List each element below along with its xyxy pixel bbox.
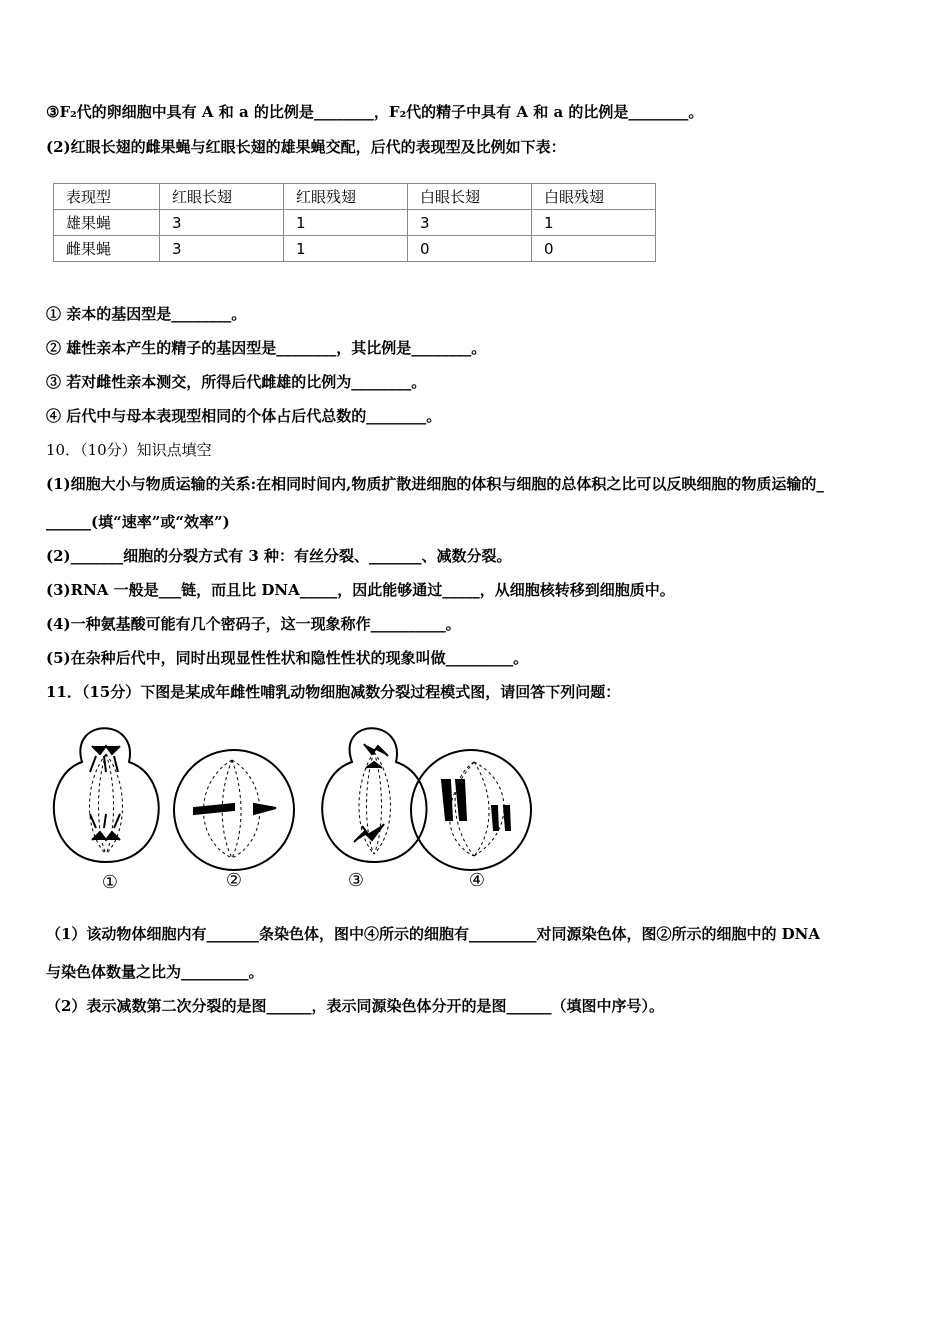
q10-item3: (3)RNA 一般是___链，而且比 DNA_____，因此能够通过_____，从细胞核转移到细胞质中。: [46, 581, 675, 599]
table-cell: 1: [284, 210, 408, 236]
table-row: [54, 210, 656, 236]
table-header-cell: 白眼残翅: [532, 184, 656, 210]
table-cell: 1: [532, 210, 656, 236]
q10-item1-line1: (1)细胞大小与物质运输的关系:在相同时间内,物质扩散进细胞的体积与细胞的总体积之比可以反映细胞的物质运输的_: [46, 475, 824, 493]
q10-item2: (2)_______细胞的分裂方式有 3 种：有丝分裂、_______、减数分裂。: [46, 547, 512, 565]
chromosome: [90, 814, 120, 840]
figure-label-4: ④: [468, 870, 486, 891]
chromosome: [492, 806, 510, 830]
table-cell: 3: [408, 210, 532, 236]
table-header-row: [54, 184, 656, 210]
table-row: [54, 236, 656, 262]
q10-header: 10．（10分）知识点填空: [46, 441, 212, 459]
q9-part2-item2: ② 雄性亲本产生的精子的基因型是________，其比例是________。: [46, 339, 487, 357]
phenotype-table: [53, 183, 656, 262]
q10-item4: (4)一种氨基酸可能有几个密码子，这一现象称作__________。: [46, 615, 461, 633]
chromosome: [442, 780, 466, 820]
chromosome: [354, 824, 384, 842]
q9-part2-item4: ④ 后代中与母本表现型相同的个体占后代总数的________。: [46, 407, 442, 425]
figure-label-1: ①: [101, 872, 119, 893]
q9-part1-item3: ③F₂代的卵细胞中具有 A 和 a 的比例是________，F₂代的精子中具有 A 和 a 的比例是________。: [46, 103, 704, 121]
q9-part2-item3: ③ 若对雌性亲本测交，所得后代雌雄的比例为________。: [46, 373, 427, 391]
table-cell: 雄果蝇: [54, 210, 160, 236]
q11-header: 11．（15分）下图是某成年雌性哺乳动物细胞减数分裂过程模式图，请回答下列问题：: [46, 683, 621, 701]
table-cell: 3: [160, 236, 284, 262]
q11-sub1-line1: （1）该动物体细胞内有_______条染色体，图中④所示的细胞有_________对同源染色体，图②所示的细胞中的 DNA: [46, 925, 821, 943]
chromosome: [90, 746, 120, 772]
q10-item5: (5)在杂种后代中，同时出现显性性状和隐性性状的现象叫做_________。: [46, 649, 529, 667]
table-cell: 雌果蝇: [54, 236, 160, 262]
table-header-cell: 表现型: [54, 184, 160, 210]
q9-part2-intro: (2)红眼长翅的雌果蝇与红眼长翅的雄果蝇交配，后代的表现型及比例如下表：: [46, 138, 566, 156]
table-header-cell: 白眼长翅: [408, 184, 532, 210]
meiosis-figure: [44, 722, 534, 894]
cell-4-outline: [411, 750, 531, 870]
table-cell: 3: [160, 210, 284, 236]
table-header-cell: 红眼残翅: [284, 184, 408, 210]
table-cell: 1: [284, 236, 408, 262]
chromosome: [194, 804, 234, 814]
q10-item1-line2: ______(填“速率”或“效率”): [46, 513, 230, 531]
chromosome: [254, 804, 276, 814]
table-header-cell: 红眼长翅: [160, 184, 284, 210]
table-cell: 0: [532, 236, 656, 262]
q11-sub2: （2）表示减数第二次分裂的是图______，表示同源染色体分开的是图______（填图中序号）。: [46, 997, 664, 1015]
cell-3-outline: [322, 728, 426, 862]
q9-part2-item1: ① 亲本的基因型是________。: [46, 305, 247, 323]
figure-label-2: ②: [225, 870, 243, 891]
cell-1-outline: [54, 728, 159, 862]
figure-label-3: ③: [347, 870, 365, 891]
table-cell: 0: [408, 236, 532, 262]
q11-sub1-line2: 与染色体数量之比为_________。: [46, 963, 264, 981]
